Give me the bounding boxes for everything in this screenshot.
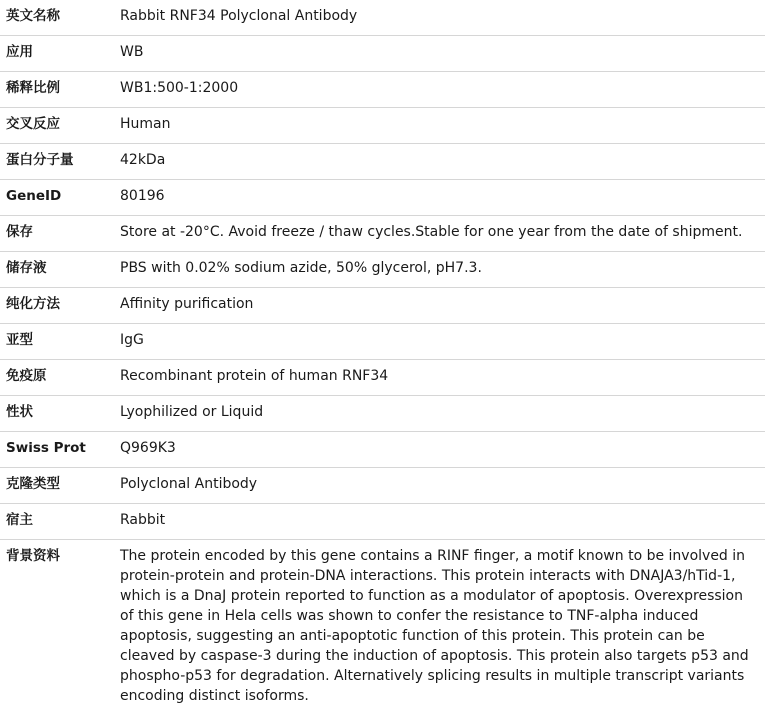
spec-value: Q969K3 (120, 432, 765, 468)
spec-value: WB1:500-1:2000 (120, 72, 765, 108)
spec-row-background (0, 540, 765, 714)
spec-row-gene-id (0, 180, 765, 216)
spec-label: 储存液 (0, 252, 120, 288)
spec-label: 宿主 (0, 504, 120, 540)
spec-label: 克隆类型 (0, 468, 120, 504)
spec-row-swiss-prot (0, 432, 765, 468)
spec-value: WB (120, 36, 765, 72)
spec-value: Rabbit (120, 504, 765, 540)
spec-row-dilution (0, 72, 765, 108)
spec-value: The protein encoded by this gene contains a RINF finger, a motif known to be involved in protein-protein and protein-DNA interactions. This protein interacts with DNAJA3/hTid-1, which is a DnaJ protein reported to function as a modulator of apoptosis. Overexpression of this gene in Hela cells was shown to confer the resistance to TNF-alpha induced apoptosis, suggesting an anti-apoptotic function of this protein. This protein can be cleaved by caspase-3 during the induction of apoptosis. This protein also targets p53 and phospho-p53 for degradation. Alternatively splicing results in multiple transcript variants encoding distinct isoforms. (120, 540, 765, 714)
spec-row-buffer (0, 252, 765, 288)
spec-value: Affinity purification (120, 288, 765, 324)
spec-row-host (0, 504, 765, 540)
spec-label: 亚型 (0, 324, 120, 360)
spec-value: Rabbit RNF34 Polyclonal Antibody (120, 0, 765, 36)
spec-label: 性状 (0, 396, 120, 432)
spec-label: 背景资料 (0, 540, 120, 714)
spec-row-reactivity (0, 108, 765, 144)
spec-row-purification (0, 288, 765, 324)
spec-label: 纯化方法 (0, 288, 120, 324)
spec-value: PBS with 0.02% sodium azide, 50% glycerol, pH7.3. (120, 252, 765, 288)
spec-label: 免疫原 (0, 360, 120, 396)
spec-value: Store at -20°C. Avoid freeze / thaw cycles.Stable for one year from the date of shipment. (120, 216, 765, 252)
spec-label: 英文名称 (0, 0, 120, 36)
spec-row-english-name (0, 0, 765, 36)
spec-row-isotype (0, 324, 765, 360)
spec-row-immunogen (0, 360, 765, 396)
spec-value: 80196 (120, 180, 765, 216)
spec-value: IgG (120, 324, 765, 360)
spec-label: GeneID (0, 180, 120, 216)
spec-value: Recombinant protein of human RNF34 (120, 360, 765, 396)
spec-row-molecular-weight (0, 144, 765, 180)
spec-row-clonality (0, 468, 765, 504)
spec-label: 蛋白分子量 (0, 144, 120, 180)
spec-value: 42kDa (120, 144, 765, 180)
spec-label: 交叉反应 (0, 108, 120, 144)
spec-value: Human (120, 108, 765, 144)
spec-row-application (0, 36, 765, 72)
spec-label: 应用 (0, 36, 120, 72)
spec-label: Swiss Prot (0, 432, 120, 468)
spec-value: Polyclonal Antibody (120, 468, 765, 504)
spec-row-storage (0, 216, 765, 252)
spec-row-form (0, 396, 765, 432)
spec-label: 保存 (0, 216, 120, 252)
spec-label: 稀释比例 (0, 72, 120, 108)
spec-value: Lyophilized or Liquid (120, 396, 765, 432)
